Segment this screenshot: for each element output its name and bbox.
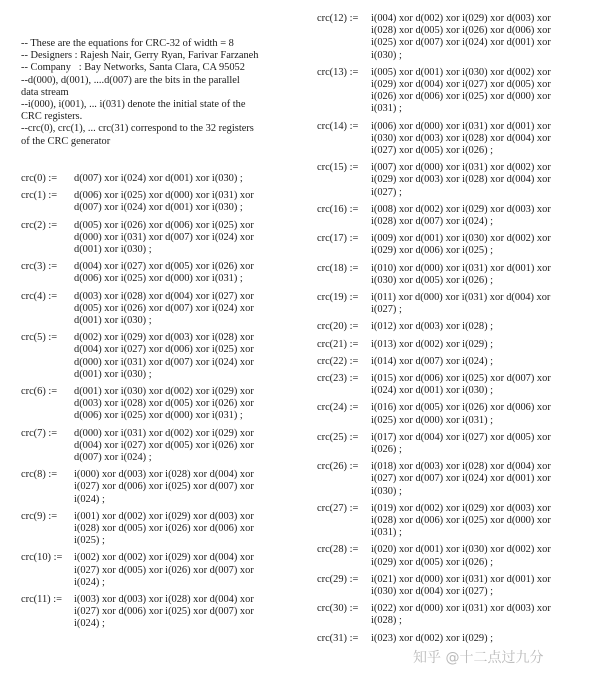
crc-equation-line: i(005) xor d(001) xor i(030) xor d(002) xor xyxy=(371,66,551,78)
crc-equation-label: crc(18) := xyxy=(317,262,359,274)
crc-equation-label: crc(0) := xyxy=(21,173,58,184)
crc-equation-line: d(001) xor i(030) ; xyxy=(74,368,152,380)
crc-equation xyxy=(21,428,299,465)
crc-equation-line: i(011) xor d(000) xor i(031) xor d(004) xor xyxy=(371,292,551,303)
crc-equation-body xyxy=(371,204,587,228)
crc-equation xyxy=(317,373,587,397)
crc-equation xyxy=(317,121,587,158)
crc-equation-label: crc(29) := xyxy=(317,573,359,585)
crc-equation-line: d(005) xor i(026) xor d(007) xor i(024) xor xyxy=(74,302,254,314)
crc-equation-body xyxy=(74,469,299,506)
crc-equation-line: i(015) xor d(006) xor i(025) xor d(007) xor xyxy=(371,373,551,384)
crc-equation-line: i(018) xor d(003) xor i(028) xor d(004) xor xyxy=(371,461,551,473)
comment-line: of the CRC generator xyxy=(21,135,111,147)
crc-equation xyxy=(317,402,587,426)
crc-equation-body xyxy=(74,291,299,328)
crc-equation-line: i(028) xor d(007) xor i(024) ; xyxy=(371,216,494,227)
crc-equation-line: i(012) xor d(003) xor i(028) ; xyxy=(371,321,494,333)
crc-equation-line: d(005) xor i(026) xor d(006) xor i(025) xor xyxy=(74,219,254,231)
crc-equation xyxy=(21,291,299,328)
crc-equation-line: i(024) xor d(001) xor i(030) ; xyxy=(371,385,494,397)
crc-equation xyxy=(317,204,587,228)
comment-line: CRC registers. xyxy=(21,111,83,123)
crc-equation-label: crc(15) := xyxy=(317,162,359,174)
crc-equation-line: i(030) ; xyxy=(371,49,402,61)
crc-equation xyxy=(317,339,587,351)
crc-equation-body xyxy=(371,603,587,627)
crc-equation xyxy=(21,261,299,285)
crc-equation-line: i(026) ; xyxy=(371,444,402,455)
crc-equation-line: i(013) xor d(002) xor i(029) ; xyxy=(371,338,494,350)
crc-equation xyxy=(317,233,587,257)
crc-equation-body xyxy=(371,121,587,158)
crc-equation-body xyxy=(371,503,587,540)
crc-equation-line: i(016) xor d(005) xor i(026) xor d(006) xor xyxy=(371,402,551,414)
crc-equation-body xyxy=(74,173,299,185)
crc-equation-label: crc(27) := xyxy=(317,502,359,514)
crc-equation-line: i(022) xor d(000) xor i(031) xor d(003) xor xyxy=(371,603,551,615)
crc-equation-label: crc(22) := xyxy=(317,355,359,367)
crc-equation-line: d(007) xor i(024) xor d(001) xor i(030) ; xyxy=(74,173,243,184)
crc-equation-line: i(030) xor d(003) xor i(028) xor d(004) xor xyxy=(371,132,551,144)
crc-equation-line: d(000) xor i(031) xor d(007) xor i(024) xor xyxy=(74,356,254,368)
crc-equation-line: d(000) xor i(031) xor d(007) xor i(024) xor xyxy=(74,231,254,243)
crc-equation-body xyxy=(74,332,299,381)
crc-equation-line: i(028) xor d(005) xor i(026) xor d(006) xor xyxy=(371,25,551,37)
crc-equation-body xyxy=(74,594,299,631)
crc-equation-line: i(024) ; xyxy=(74,493,105,505)
comment-line: -- These are the equations for CRC-32 of width = 8 xyxy=(21,38,234,49)
crc-equation xyxy=(317,13,587,62)
crc-equation-line: i(014) xor d(007) xor i(024) ; xyxy=(371,355,494,367)
crc-equation-body xyxy=(74,190,299,214)
crc-equation-line: i(028) ; xyxy=(371,615,402,627)
crc-equation-line: d(004) xor i(027) xor d(005) xor i(026) xor xyxy=(74,261,254,273)
crc-equation-line: i(029) xor d(004) xor i(027) xor d(005) xor xyxy=(371,79,551,90)
crc-equation-label: crc(6) := xyxy=(21,386,58,397)
crc-equation-line: d(006) xor i(025) xor d(000) xor i(031) ; xyxy=(74,410,243,422)
crc-equation-line: i(010) xor d(000) xor i(031) xor d(001) xor xyxy=(371,262,551,274)
crc-equation-line: d(006) xor i(025) xor d(000) xor i(031) xor xyxy=(74,190,254,202)
crc-equation xyxy=(21,469,299,506)
crc-equation-line: i(003) xor d(003) xor i(028) xor d(004) xor xyxy=(74,594,254,605)
crc-equation-body xyxy=(371,162,587,199)
crc-equation-body xyxy=(371,321,587,333)
crc-equation-line: i(027) ; xyxy=(371,186,402,198)
comment-line: --d(000), d(001), ....d(007) are the bits in the parallel xyxy=(21,74,240,86)
crc-equation xyxy=(21,552,299,589)
crc-equation-line: i(006) xor d(000) xor i(031) xor d(001) xor xyxy=(371,120,551,132)
crc-equation-line: i(025) xor d(000) xor i(031) ; xyxy=(371,414,494,426)
crc-equation xyxy=(317,356,587,368)
crc-equation-line: i(027) xor d(005) xor i(026) xor d(007) xor xyxy=(74,564,254,576)
crc-equation-line: i(031) ; xyxy=(371,527,402,539)
crc-equation-line: i(030) ; xyxy=(371,485,402,497)
crc-equation-label: crc(3) := xyxy=(21,261,58,273)
crc-equation-label: crc(2) := xyxy=(21,219,58,231)
crc-equation-body xyxy=(371,432,587,456)
crc-equation-body xyxy=(371,13,587,62)
crc-equation-line: i(009) xor d(001) xor i(030) xor d(002) xor xyxy=(371,233,551,245)
crc-equation-line: i(021) xor d(000) xor i(031) xor d(001) xor xyxy=(371,573,551,585)
crc-equation xyxy=(21,594,299,631)
crc-equation-label: crc(23) := xyxy=(317,373,359,384)
crc-equation-label: crc(1) := xyxy=(21,190,58,202)
crc-equation-line: i(025) xor d(007) xor i(024) xor d(001) xor xyxy=(371,37,551,49)
crc-equation-body xyxy=(371,574,587,598)
crc-equation-label: crc(26) := xyxy=(317,461,359,473)
crc-equation-line: i(020) xor d(001) xor i(030) xor d(002) xor xyxy=(371,544,551,556)
comment-line: --crc(0), crc(1), ... crc(31) correspond to the 32 registers xyxy=(21,123,254,135)
crc-equation xyxy=(317,263,587,287)
crc-equation-line: i(000) xor d(003) xor i(028) xor d(004) xor xyxy=(74,469,254,481)
crc-equation xyxy=(21,173,299,185)
crc-equation xyxy=(317,292,587,316)
crc-equation-body xyxy=(74,261,299,285)
crc-equation-label: crc(17) := xyxy=(317,233,359,245)
crc-equation-label: crc(7) := xyxy=(21,427,58,439)
crc-equation-line: i(027) xor d(006) xor i(025) xor d(007) xor xyxy=(74,481,254,493)
crc-equation-label: crc(28) := xyxy=(317,544,359,556)
crc-equation-line: i(027) xor d(005) xor i(026) ; xyxy=(371,145,494,156)
crc-equation-label: crc(8) := xyxy=(21,469,58,481)
crc-equation-line: i(027) xor d(007) xor i(024) xor d(001) xor xyxy=(371,473,551,485)
crc-equation xyxy=(317,503,587,540)
crc-equation-line: i(029) xor d(006) xor i(025) ; xyxy=(371,245,494,257)
crc-equation-line: d(001) xor i(030) ; xyxy=(74,244,152,255)
crc-equation xyxy=(317,633,587,645)
crc-equation-line: i(029) xor d(005) xor i(026) ; xyxy=(371,556,494,568)
crc-equation-body xyxy=(371,402,587,426)
crc-equation-label: crc(19) := xyxy=(317,292,359,303)
crc-equation xyxy=(317,603,587,627)
crc-equation-label: crc(9) := xyxy=(21,510,58,522)
crc-equation-line: i(028) xor d(006) xor i(025) xor d(000) xor xyxy=(371,515,551,526)
crc-equation-line: d(004) xor i(027) xor d(006) xor i(025) xor xyxy=(74,344,254,356)
crc-equation xyxy=(317,432,587,456)
crc-equation-label: crc(30) := xyxy=(317,603,359,615)
crc-equation xyxy=(317,162,587,199)
crc-equation xyxy=(317,321,587,333)
crc-equation-label: crc(21) := xyxy=(317,338,359,350)
crc-equation xyxy=(21,511,299,548)
crc-equation-line: i(008) xor d(002) xor i(029) xor d(003) xor xyxy=(371,203,551,215)
crc-equation-body xyxy=(74,220,299,257)
crc-equation-label: crc(31) := xyxy=(317,632,359,644)
crc-equation-line: i(002) xor d(002) xor i(029) xor d(004) xor xyxy=(74,552,254,564)
crc-equation xyxy=(21,386,299,423)
comment-line: -- Company : Bay Networks, Santa Clara, CA 95052 xyxy=(21,62,245,74)
crc-equation xyxy=(21,220,299,257)
crc-equation-label: crc(20) := xyxy=(317,321,359,333)
crc-equation-label: crc(10) := xyxy=(21,552,63,564)
crc-equation-line: i(027) ; xyxy=(371,304,402,316)
crc-equation-line: i(007) xor d(000) xor i(031) xor d(002) xor xyxy=(371,162,551,174)
crc-equation-line: i(023) xor d(002) xor i(029) ; xyxy=(371,632,494,644)
crc-equation xyxy=(21,190,299,214)
comment-line: --i(000), i(001), ... i(031) denote the initial state of the xyxy=(21,99,246,111)
crc-equation-label: crc(11) := xyxy=(21,594,62,605)
crc-equation-line: i(025) ; xyxy=(74,535,105,547)
crc-equation-line: d(000) xor i(031) xor d(002) xor i(029) xor xyxy=(74,427,254,439)
crc-equation-line: d(001) xor i(030) xor d(002) xor i(029) xor xyxy=(74,386,254,397)
crc-equation-line: d(006) xor i(025) xor d(000) xor i(031) ; xyxy=(74,273,243,285)
crc-equation-label: crc(16) := xyxy=(317,203,359,215)
crc-equation-line: i(030) xor d(004) xor i(027) ; xyxy=(371,586,494,597)
crc-equation-label: crc(13) := xyxy=(317,66,359,78)
crc-equation xyxy=(21,332,299,381)
zhihu-watermark: 知乎 @十二点过九分 xyxy=(413,649,544,666)
crc-equation-body xyxy=(371,356,587,368)
crc-equation-line: i(019) xor d(002) xor i(029) xor d(003) xor xyxy=(371,502,551,514)
crc-equation-body xyxy=(371,633,587,645)
crc-equation-line: d(007) xor i(024) xor d(001) xor i(030) ; xyxy=(74,202,243,214)
crc-equation-line: i(026) xor d(006) xor i(025) xor d(000) xor xyxy=(371,91,551,103)
crc-equation-label: crc(12) := xyxy=(317,13,359,24)
crc-equation-line: d(001) xor i(030) ; xyxy=(74,315,152,326)
crc-equation xyxy=(317,544,587,568)
crc-equation-body xyxy=(371,373,587,397)
crc-equation-body xyxy=(74,552,299,589)
comment-line: data stream xyxy=(21,86,69,98)
crc-equation xyxy=(317,67,587,116)
crc-equation-label: crc(4) := xyxy=(21,290,58,302)
crc-equation-body xyxy=(371,461,587,498)
crc-equation-body xyxy=(371,544,587,568)
crc-equation-line: i(030) xor d(005) xor i(026) ; xyxy=(371,274,494,286)
crc-equation-line: d(002) xor i(029) xor d(003) xor i(028) xor xyxy=(74,332,254,344)
crc-equation-line: d(003) xor i(028) xor d(004) xor i(027) xor xyxy=(74,290,254,302)
crc-equation-line: i(004) xor d(002) xor i(029) xor d(003) xor xyxy=(371,13,551,24)
crc-equation-line: d(003) xor i(028) xor d(005) xor i(026) xor xyxy=(74,398,254,410)
crc-equation-line: i(001) xor d(002) xor i(029) xor d(003) xor xyxy=(74,510,254,522)
crc-equation xyxy=(317,461,587,498)
crc-equation-line: i(017) xor d(004) xor i(027) xor d(005) xor xyxy=(371,431,551,443)
crc-equation-line: d(007) xor i(024) ; xyxy=(74,452,152,463)
header-comments xyxy=(21,38,299,148)
crc-equation-label: crc(25) := xyxy=(317,431,359,443)
crc-equation-label: crc(14) := xyxy=(317,120,359,132)
crc-equation-line: d(004) xor i(027) xor d(005) xor i(026) xor xyxy=(74,439,254,451)
crc-equation-line: i(028) xor d(005) xor i(026) xor d(006) xor xyxy=(74,523,254,534)
crc-equation xyxy=(317,574,587,598)
crc-equation-line: i(024) ; xyxy=(74,576,105,588)
crc-equation-body xyxy=(371,263,587,287)
crc-equation-line: i(031) ; xyxy=(371,103,402,115)
crc-equation-body xyxy=(371,339,587,351)
crc-equation-body xyxy=(74,428,299,465)
crc-equation-body xyxy=(371,292,587,316)
crc-equation-body xyxy=(74,386,299,423)
crc-equation-line: i(029) xor d(003) xor i(028) xor d(004) xor xyxy=(371,174,551,186)
crc-equation-line: i(027) xor d(006) xor i(025) xor d(007) xor xyxy=(74,606,254,618)
crc-equation-body xyxy=(74,511,299,548)
crc-equation-line: i(024) ; xyxy=(74,618,105,630)
crc-equation-body xyxy=(371,233,587,257)
crc-equation-body xyxy=(371,67,587,116)
comment-line: -- Designers : Rajesh Nair, Gerry Ryan, Farivar Farzaneh xyxy=(21,50,259,62)
crc-equation-label: crc(5) := xyxy=(21,332,58,344)
crc-equation-label: crc(24) := xyxy=(317,402,359,414)
